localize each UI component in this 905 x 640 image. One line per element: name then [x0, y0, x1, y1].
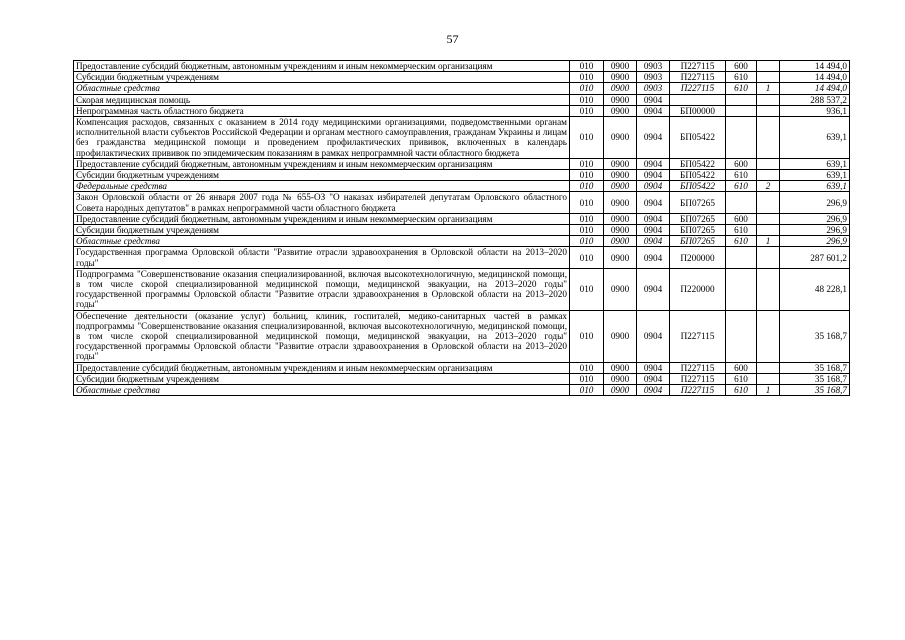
- code-section: 0900: [604, 310, 637, 362]
- code-ministry: 010: [570, 362, 604, 373]
- code-expense-type: 610: [726, 373, 757, 384]
- row-name: Непрограммная часть областного бюджета: [74, 105, 570, 116]
- code-subsection: 0904: [637, 373, 670, 384]
- code-target: БП05422: [670, 158, 726, 169]
- code-ministry: 010: [570, 170, 604, 181]
- code-section: 0900: [604, 268, 637, 310]
- amount: 14 494,0: [780, 61, 850, 72]
- code-ministry: 010: [570, 192, 604, 213]
- code-section: 0900: [604, 72, 637, 83]
- table-row: [74, 225, 850, 236]
- amount: 287 601,2: [780, 247, 850, 268]
- code-ministry: 010: [570, 72, 604, 83]
- code-ministry: 010: [570, 61, 604, 72]
- code-source: [757, 72, 780, 83]
- code-section: 0900: [604, 247, 637, 268]
- code-target: БП07265: [670, 192, 726, 213]
- code-subsection: 0904: [637, 192, 670, 213]
- code-source: 1: [757, 236, 780, 247]
- code-source: 1: [757, 385, 780, 396]
- code-expense-type: 600: [726, 61, 757, 72]
- code-ministry: 010: [570, 310, 604, 362]
- amount: 35 168,7: [780, 310, 850, 362]
- code-target: БП07265: [670, 225, 726, 236]
- code-target: П227115: [670, 72, 726, 83]
- code-target: П227115: [670, 61, 726, 72]
- code-target: П227115: [670, 373, 726, 384]
- code-expense-type: [726, 117, 757, 159]
- table-row: [74, 105, 850, 116]
- amount: 35 168,7: [780, 385, 850, 396]
- code-target: БП07265: [670, 236, 726, 247]
- code-subsection: 0904: [637, 181, 670, 192]
- code-subsection: 0904: [637, 385, 670, 396]
- table-row: [74, 247, 850, 268]
- row-name: Предоставление субсидий бюджетным, автономным учреждениям и иным некоммерческим организациям: [74, 362, 570, 373]
- table-row: [74, 181, 850, 192]
- code-target: БП05422: [670, 117, 726, 159]
- code-section: 0900: [604, 236, 637, 247]
- code-ministry: 010: [570, 268, 604, 310]
- code-subsection: 0903: [637, 72, 670, 83]
- table-row: [74, 362, 850, 373]
- table-row: [74, 158, 850, 169]
- code-target: БП07265: [670, 213, 726, 224]
- amount: 35 168,7: [780, 373, 850, 384]
- code-expense-type: [726, 105, 757, 116]
- amount: 296,9: [780, 236, 850, 247]
- code-ministry: 010: [570, 213, 604, 224]
- code-ministry: 010: [570, 236, 604, 247]
- table-row: [74, 94, 850, 105]
- code-section: 0900: [604, 105, 637, 116]
- code-expense-type: 610: [726, 83, 757, 94]
- code-target: П227115: [670, 362, 726, 373]
- code-subsection: 0904: [637, 268, 670, 310]
- code-subsection: 0904: [637, 158, 670, 169]
- code-expense-type: 610: [726, 225, 757, 236]
- code-section: 0900: [604, 192, 637, 213]
- code-source: [757, 268, 780, 310]
- row-name: Субсидии бюджетным учреждениям: [74, 373, 570, 384]
- amount: 35 168,7: [780, 362, 850, 373]
- table-row: [74, 117, 850, 159]
- row-name: Закон Орловской области от 26 января 2007 года № 655-ОЗ "О наказах избирателей депутатам Орловского областного Совета народных депутатов" в рамках непрограммной части областного бюджета: [74, 192, 570, 213]
- row-name: Предоставление субсидий бюджетным, автономным учреждениям и иным некоммерческим организациям: [74, 61, 570, 72]
- code-ministry: 010: [570, 385, 604, 396]
- code-expense-type: 610: [726, 170, 757, 181]
- table-row: [74, 72, 850, 83]
- code-expense-type: [726, 268, 757, 310]
- code-section: 0900: [604, 362, 637, 373]
- code-source: 1: [757, 83, 780, 94]
- code-expense-type: [726, 94, 757, 105]
- code-ministry: 010: [570, 158, 604, 169]
- code-source: [757, 170, 780, 181]
- code-target: [670, 94, 726, 105]
- code-subsection: 0904: [637, 225, 670, 236]
- code-expense-type: 610: [726, 236, 757, 247]
- code-expense-type: 610: [726, 181, 757, 192]
- code-target: П227115: [670, 310, 726, 362]
- amount: 639,1: [780, 170, 850, 181]
- table-row: [74, 192, 850, 213]
- code-ministry: 010: [570, 105, 604, 116]
- row-name: Областные средства: [74, 83, 570, 94]
- code-subsection: 0904: [637, 213, 670, 224]
- code-section: 0900: [604, 94, 637, 105]
- code-subsection: 0904: [637, 105, 670, 116]
- code-section: 0900: [604, 158, 637, 169]
- code-expense-type: 600: [726, 362, 757, 373]
- amount: 296,9: [780, 225, 850, 236]
- code-expense-type: [726, 310, 757, 362]
- table-row: [74, 310, 850, 362]
- code-source: 2: [757, 181, 780, 192]
- code-section: 0900: [604, 61, 637, 72]
- code-target: БП00000: [670, 105, 726, 116]
- code-target: БП05422: [670, 181, 726, 192]
- code-subsection: 0904: [637, 310, 670, 362]
- code-expense-type: 600: [726, 213, 757, 224]
- code-source: [757, 94, 780, 105]
- code-target: П200000: [670, 247, 726, 268]
- code-section: 0900: [604, 373, 637, 384]
- table-row: [74, 385, 850, 396]
- code-ministry: 010: [570, 94, 604, 105]
- code-subsection: 0904: [637, 236, 670, 247]
- amount: 48 228,1: [780, 268, 850, 310]
- code-subsection: 0903: [637, 83, 670, 94]
- code-subsection: 0904: [637, 170, 670, 181]
- amount: 14 494,0: [780, 72, 850, 83]
- code-ministry: 010: [570, 83, 604, 94]
- budget-table: [73, 60, 850, 396]
- row-name: Государственная программа Орловской области "Развитие отрасли здравоохранения в Орловской области на 2013–2020 годы": [74, 247, 570, 268]
- row-name: Предоставление субсидий бюджетным, автономным учреждениям и иным некоммерческим организациям: [74, 213, 570, 224]
- code-section: 0900: [604, 117, 637, 159]
- code-subsection: 0903: [637, 61, 670, 72]
- code-source: [757, 310, 780, 362]
- code-source: [757, 158, 780, 169]
- code-section: 0900: [604, 181, 637, 192]
- table-row: [74, 83, 850, 94]
- code-ministry: 010: [570, 181, 604, 192]
- code-expense-type: [726, 192, 757, 213]
- row-name: Предоставление субсидий бюджетным, автономным учреждениям и иным некоммерческим организациям: [74, 158, 570, 169]
- row-name: Федеральные средства: [74, 181, 570, 192]
- row-name: Компенсация расходов, связанных с оказанием в 2014 году медицинскими организациями, подведомственными органам исполнительной власти субъектов Российской Федерации и органам местного самоуправления, гражданам Украины и лицам без гражданства медицинской помощи и проведением профилактических прививок, включенных в календарь профилактических прививок по эпидемическим показаниям в рамках непрограммной части областного бюджета: [74, 117, 570, 159]
- code-source: [757, 117, 780, 159]
- code-section: 0900: [604, 213, 637, 224]
- amount: 14 494,0: [780, 83, 850, 94]
- amount: 296,9: [780, 192, 850, 213]
- table-row: [74, 236, 850, 247]
- code-source: [757, 225, 780, 236]
- code-source: [757, 105, 780, 116]
- code-expense-type: [726, 247, 757, 268]
- code-source: [757, 247, 780, 268]
- amount: 936,1: [780, 105, 850, 116]
- code-subsection: 0904: [637, 117, 670, 159]
- budget-table-body: [74, 61, 850, 396]
- code-source: [757, 192, 780, 213]
- row-name: Субсидии бюджетным учреждениям: [74, 225, 570, 236]
- code-section: 0900: [604, 170, 637, 181]
- code-source: [757, 61, 780, 72]
- code-source: [757, 362, 780, 373]
- row-name: Областные средства: [74, 385, 570, 396]
- code-source: [757, 373, 780, 384]
- table-row: [74, 170, 850, 181]
- code-subsection: 0904: [637, 247, 670, 268]
- code-target: П227115: [670, 385, 726, 396]
- code-ministry: 010: [570, 117, 604, 159]
- amount: 639,1: [780, 117, 850, 159]
- code-target: П227115: [670, 83, 726, 94]
- code-source: [757, 213, 780, 224]
- code-target: П220000: [670, 268, 726, 310]
- code-section: 0900: [604, 83, 637, 94]
- table-row: [74, 373, 850, 384]
- code-expense-type: 610: [726, 72, 757, 83]
- table-row: [74, 268, 850, 310]
- table-row: [74, 61, 850, 72]
- code-section: 0900: [604, 225, 637, 236]
- table-row: [74, 213, 850, 224]
- row-name: Субсидии бюджетным учреждениям: [74, 170, 570, 181]
- amount: 296,9: [780, 213, 850, 224]
- row-name: Подпрограмма "Совершенствование оказания специализированной, включая высокотехнологичную, медицинской помощи, в том числе скорой специализированной медицинской помощи, медицинской эвакуации, на 2013–2020 годы" государственной программы Орловской области "Развитие отрасли здравоохранения в Орловской области на 2013–2020 годы": [74, 268, 570, 310]
- amount: 288 537,2: [780, 94, 850, 105]
- amount: 639,1: [780, 181, 850, 192]
- row-name: Скорая медицинская помощь: [74, 94, 570, 105]
- page-number: 57: [446, 32, 459, 46]
- row-name: Областные средства: [74, 236, 570, 247]
- code-expense-type: 610: [726, 385, 757, 396]
- code-subsection: 0904: [637, 362, 670, 373]
- row-name: Субсидии бюджетным учреждениям: [74, 72, 570, 83]
- code-expense-type: 600: [726, 158, 757, 169]
- row-name: Обеспечение деятельности (оказание услуг) больниц, клиник, госпиталей, медико-санитарных частей в рамках подпрограммы "Совершенствование оказания специализированной, включая высокотехнологичную, медицинской помощи, в том числе скорой специализированной медицинской помощи, медицинской эвакуации, на 2013–2020 годы" государственной программы Орловской области "Развитие отрасли здравоохранения в Орловской области на 2013–2020 годы": [74, 310, 570, 362]
- code-subsection: 0904: [637, 94, 670, 105]
- amount: 639,1: [780, 158, 850, 169]
- code-ministry: 010: [570, 225, 604, 236]
- code-section: 0900: [604, 385, 637, 396]
- code-ministry: 010: [570, 247, 604, 268]
- code-target: БП05422: [670, 170, 726, 181]
- code-ministry: 010: [570, 373, 604, 384]
